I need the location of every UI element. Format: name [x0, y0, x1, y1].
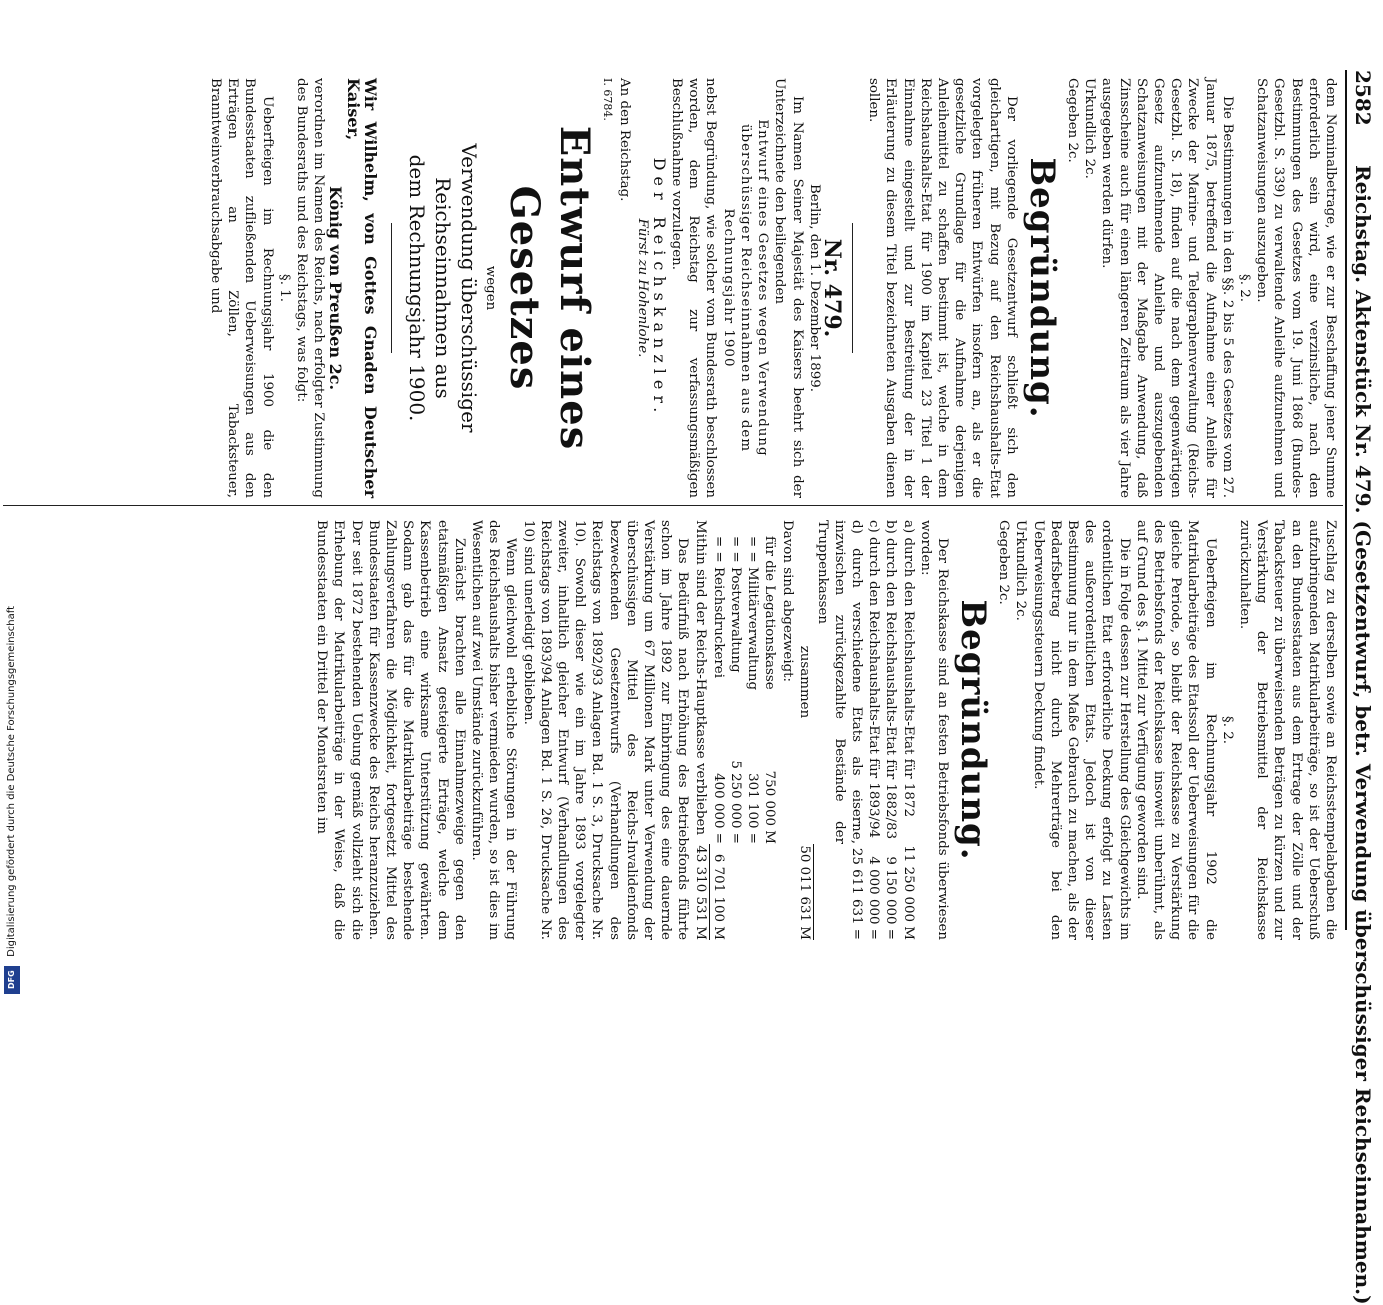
- heading-begruendung: Begründung.: [952, 599, 993, 861]
- subtitle-line: dem Rechnungsjahr 1900.: [404, 154, 429, 422]
- row-label: zusammen: [797, 645, 813, 719]
- dfg-logo-icon: DFG: [4, 966, 20, 994]
- row-total: 6 701 100 M: [710, 853, 726, 940]
- heading-entwurf: Entwurf eines Gesetzes: [501, 125, 599, 451]
- table-row-remain: [691, 520, 709, 940]
- spaced-line: Entwurf eines Gesetzes wegen Verwendung: [755, 119, 771, 457]
- table-row: [709, 520, 727, 940]
- formula-urkundlich: Urkundlich 2c.: [1082, 78, 1098, 179]
- row-label: für die Legationskasse: [762, 536, 778, 690]
- row-label: d) durch verschiedene Etats als eiserne, inzwischen zurückgezahlte Bestände der Truppenkassen: [814, 520, 864, 844]
- address-line: An den Reichstag.: [617, 78, 633, 202]
- row-value: 43 310 531 M: [692, 845, 708, 940]
- paragraph: nebst Begründung, wie solcher vom Bundesrath beschlossen worden, dem Reichstag zur verfassungsmäßigen Beschlußnahme vorzulegen.: [669, 78, 719, 498]
- date-line: Berlin, den 1. Dezember 1899.: [806, 183, 822, 393]
- row-label: = = Militärverwaltung: [745, 536, 761, 691]
- row-value: 50 011 631 M: [796, 845, 812, 940]
- table-row-sum: [796, 520, 814, 940]
- table-row: [882, 520, 899, 940]
- page-number: 2582: [1351, 70, 1375, 126]
- signer-title: Der Reichskanzler.: [649, 157, 669, 419]
- digitization-note: [6, 606, 20, 986]
- paragraph: Die Bestimmungen in den §§. 2 bis 5 des Gesetzes vom 27. Januar 1875, betreffend die Aufnahme einer Anleihe für Zwecke der Marine- und Telegraphenverwaltung (Reichs-Gesetzbl. S. 18), finden auf die nach dem gegenwärtigen Gesetz aufzunehmende Anleihe und auszugebenden Schatzanweisungen mit der Maßgabe Anwendung, daß Zinsscheine auch für einen längeren Zeitraum als vier Jahre ausgegeben werden dürfen.: [1099, 78, 1235, 498]
- paragraph: dem Nominalbetrage, wie er zur Beschaffung jener Summe erforderlich sein wird, eine verzinsliche, nach den Bestimmungen des Gesetzes vom 19. Juni 1868 (Bundes-Gesetzbl. S. 339) zu verwaltende Anleihe aufzunehmen und Schatzanweisungen auszugeben.: [1254, 78, 1338, 498]
- separator: [852, 223, 853, 353]
- row-value: 11 250 000 M: [900, 845, 916, 940]
- row-label: = = Postverwaltung: [728, 536, 743, 673]
- row-value: 4 000 000 =: [866, 856, 882, 940]
- row-value: 25 611 631 =: [848, 847, 864, 940]
- paragraph: Ueberfteigen im Rechnungsjahr 1902 die Matrikularbeiträge des Etatssoll der Ueberweisungen für die gleiche Periode, so bleibt der Reichskasse zu Verstärkung des Betriebsfonds der Reichskasse insoweit unberühmt, als auf Grund des §. 1 Mittel zur Verfügung geworden sind.: [1133, 520, 1218, 940]
- left-column: [207, 78, 1339, 498]
- column-divider: [3, 505, 1343, 506]
- paragraph: Der vorliegende Gesetzentwurf schließt sich den gleichartigen, mit Bezug auf den Reichshaushalts-Etat vorgelegten früheren Entwürfen insofern an, als er die gesetzliche Grundlage für die Aufnahme derjenigen Anleihemittel zu schaffen bestimmt ist, welche in dem Reichshaushalts-Etat für 1900 im Kapitel 23 Titel 1 der Einnahme eingestellt und zur Bestreitung der in der Erläuterung zu diesem Titel bezeichneten Ausgaben dienen sollen.: [866, 78, 1019, 498]
- row-label: b) durch den Reichshaushalts-Etat für 1882/83: [883, 520, 899, 840]
- section-mark: §. 1.: [276, 274, 292, 302]
- section-mark: §. 2.: [1236, 274, 1252, 302]
- davon-line: Davon sind abgezweigt:: [779, 520, 795, 683]
- paragraph: Im Namen Seiner Majestät des Kaisers beehrt sich der Unterzeichnete den beiliegenden: [772, 78, 805, 498]
- table-row: [865, 520, 882, 940]
- table-row: [761, 520, 778, 940]
- table-row: [744, 520, 761, 940]
- preamble-line: König von Preußen 2c.: [326, 185, 346, 391]
- right-column: [313, 520, 1339, 940]
- subtitle-line: Verwendung überschüssiger Reichseinnahmen aus: [430, 143, 481, 433]
- paragraph: verordnen im Namen des Reichs, nach erfolgter Zustimmung des Bundesraths und des Reichstags, was folgt:: [294, 78, 327, 498]
- row-value: 400 000 =: [710, 773, 726, 844]
- row-label: = = Reichsdruckerei: [710, 536, 726, 678]
- paragraph: Die in Folge dessen zur Herstellung des Gleichgewichts im ordentlichen Etat erforderliche Deckung erfolgt zu Lasten des außerordentlichen Etats. Jedoch ist von dieser Bestimmung nur in dem Maße Gebrauch zu machen, als der Bedarfsbetrag nicht durch Mehrerträge bei den Ueberweisungssteuern Deckung findet.: [1030, 520, 1132, 940]
- deduction-table: [691, 520, 778, 940]
- digitization-note-text: Digitalisierung gefördert durch die Deutsche Forschungsgemeinschaft: [6, 606, 17, 957]
- paragraph: Zuschlag zu derselben sowie an Reichsstempelabgaben die aufzubringenden Matrikularbeiträge, so ist der Ueberschuß an den Bundesstaaten aus dem Ertrage der Zölle und der Tabacksteuer zu überweisenden Beträgen zu kürzen und zur Verstärkung der Betriebsmittel der Reichskasse zurückzuhalten.: [1236, 520, 1338, 940]
- document-number: Nr. 479.: [818, 238, 845, 338]
- spaced-line: überschüssiger Reichseinnahmen aus dem: [737, 123, 753, 453]
- row-value: 301 100 =: [745, 773, 761, 844]
- page-header: [1345, 70, 1375, 1305]
- paragraph: Wenn gleichwohl erhebliche Störungen in der Führung des Reichshaushalts bisher vermieden wurden, so ist dies im Wesentlichen auf zwei Umstände zurückzuführen.: [468, 520, 519, 940]
- spaced-line: Rechnungsjahr 1900: [720, 208, 736, 368]
- reference-number: I. 6784.: [601, 78, 615, 121]
- row-label: Mithin sind der Reichs-Hauptkasse verblieben: [693, 520, 709, 836]
- fund-table: [796, 520, 917, 940]
- heading-begruendung: Begründung.: [1021, 157, 1062, 419]
- row-label: a) durch den Reichshaushalts-Etat für 1872: [900, 520, 916, 817]
- formula-gegeben: Gegeben 2c.: [996, 520, 1012, 605]
- paragraph: Ueberfteigen im Rechnungsjahr 1900 die den Bundesstaaten zufließenden Ueberweisungen aus den Erträgen an Zöllen, Tabacksteuer, Branntweinverbrauchsabgabe und: [208, 78, 275, 498]
- preamble-line: Wir Wilhelm, von Gottes Gnaden Deutscher Kaiser,: [343, 78, 380, 498]
- row-value: 9 150 000 =: [883, 856, 899, 940]
- wegen-line: wegen: [483, 265, 499, 311]
- table-row: [899, 520, 916, 940]
- paragraph: Das Bedürfniß nach Erhöhung des Betriebsfonds führte schon im Jahre 1892 zur Einbringung des eine dauernde Verstärkung um 67 Millionen Mark unter Verwendung der überschüssigen Mittel des Reichs-Invalidenfonds bezweckenden Gesetzentwurfs (Verhandlungen des Reichstags von 1892/93 Anlagen Bd. 1 S. 3, Drucksache Nr. 10). Sowohl dieser wie ein im Jahre 1893 vorgelegter zweiter, inhaltlich gleicher Entwurf (Verhandlungen des Reichstags von 1893/94 Anlagen Bd. 1 S. 26, Drucksache Nr. 10) sind unerledigt geblieben.: [520, 520, 691, 940]
- formula-urkundlich: Urkundlich 2c.: [1013, 520, 1029, 621]
- row-label: c) durch den Reichshaushalts-Etat für 1893/94: [866, 520, 882, 839]
- paragraph: Der Reichskasse sind an festen Betriebsfonds überwiesen worden:: [917, 520, 950, 940]
- signer-name: Fürst zu Hohenlohe.: [634, 218, 650, 358]
- table-row: [813, 520, 865, 940]
- paragraph: Zunächst brachten alle Einnahmezweige gegen den etatsmäßigen Ansatz gesteigerte Erträge, welche dem Kassenbetrieb eine wirksame Unterstützung gewährten. Sodann gab das für die Matrikularbeiträge bestehende Zahlungsverfahren die Möglichkeit, fortgesetzt Mittel des Bundesstaaten für Kassenzwecke des Reichs heranzuziehen. Der seit 1872 bestehenden Uebung gemäß vollzieht sich die Erhebung der Matrikularbeiträge in der Weise, daß die Bundesstaaten ein Drittel der Monatsraten im: [314, 520, 467, 940]
- row-value: 5 250 000 =: [728, 760, 743, 844]
- section-mark: §. 2.: [1219, 716, 1235, 744]
- separator: [391, 223, 392, 353]
- running-title: Reichstag. Aktenstück Nr. 479. (Gesetzentwurf, betr. Verwendung überschüssiger Reichseinnahmen.): [1351, 165, 1375, 1305]
- table-row: [727, 520, 744, 940]
- row-value: 750 000 M: [762, 770, 778, 844]
- formula-gegeben: Gegeben 2c.: [1064, 78, 1080, 163]
- header-rule: [1345, 70, 1347, 930]
